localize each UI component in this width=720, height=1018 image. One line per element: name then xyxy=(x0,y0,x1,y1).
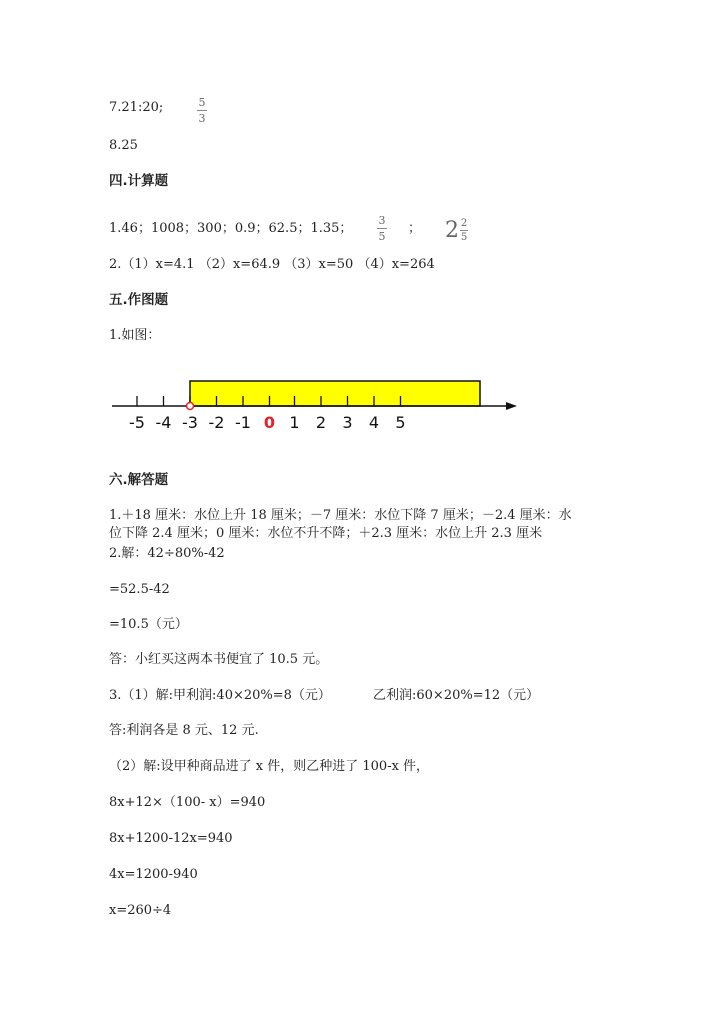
equation-step-1: 8x+12×（100- x）=940 xyxy=(109,795,266,810)
fraction-denominator: 3 xyxy=(198,112,206,125)
fraction-numerator: 3 xyxy=(378,214,386,227)
tick-label: -1 xyxy=(235,413,251,432)
solution-2-line-1: 2.解：42÷80%-42 xyxy=(109,546,225,561)
solution-1-line-2: 位下降 2.4 厘米；0 厘米：水位不升不降；＋2.3 厘米：水位上升 2.3 厘米 xyxy=(109,526,543,541)
tick-label: -4 xyxy=(155,413,172,432)
solution-3-answer: 答:利润各是 8 元、12 元. xyxy=(109,723,259,738)
calc-answer-1: 1.46；1008；300；0.9；62.5；1.35； xyxy=(109,221,353,236)
solution-3-part-1-b: 乙利润:60×20%=12（元） xyxy=(373,688,540,703)
heading-solutions: 六.解答题 xyxy=(109,472,169,488)
tick-label: -3 xyxy=(182,413,198,432)
solution-1-line-1: 1.＋18 厘米：水位上升 18 厘米；－7 厘米：水位下降 7 厘米；－2.4 厘米：水 xyxy=(109,508,572,523)
tick-label: 1 xyxy=(289,413,300,432)
tick-label: -5 xyxy=(129,413,145,432)
number-line-figure xyxy=(0,0,720,450)
fraction-numerator: 5 xyxy=(198,96,206,109)
equation-step-4: x=260÷4 xyxy=(109,903,172,918)
tick-label: 5 xyxy=(395,413,406,432)
tick-label: 0 xyxy=(263,413,276,432)
solution-2-answer: 答：小红买这两本书便宜了 10.5 元。 xyxy=(109,652,329,667)
equation-step-2: 8x+1200-12x=940 xyxy=(109,831,233,846)
heading-calculation: 四.计算题 xyxy=(109,173,169,189)
fraction-denominator: 5 xyxy=(460,232,468,243)
solution-2-line-3: =10.5（元） xyxy=(109,617,188,632)
mixed-whole: 2 xyxy=(445,217,459,243)
calc-answer-2: 2.（1）x=4.1 （2）x=64.9 （3）x=50 （4）x=264 xyxy=(109,257,435,272)
drawing-answer-1: 1.如图： xyxy=(109,328,161,343)
solution-3-part-2: （2）解:设甲种商品进了 x 件，则乙种进了 100-x 件， xyxy=(109,759,430,774)
tick-label: 2 xyxy=(315,413,327,432)
tick-label: -2 xyxy=(208,413,225,432)
calc-separator: ； xyxy=(408,221,422,236)
highlight-rectangle xyxy=(190,381,480,406)
solution-2-line-2: =52.5-42 xyxy=(109,582,170,597)
fraction-denominator: 5 xyxy=(378,230,386,243)
tick-label: 4 xyxy=(368,413,380,432)
tick-label: 3 xyxy=(342,413,353,432)
start-point-marker xyxy=(187,403,194,410)
answer-7: 7.21:20; xyxy=(109,100,164,115)
fraction-numerator: 2 xyxy=(460,218,468,229)
equation-step-3: 4x=1200-940 xyxy=(109,867,198,882)
heading-drawing: 五.作图题 xyxy=(109,292,169,308)
arrow-head-icon xyxy=(506,402,517,410)
answer-8: 8.25 xyxy=(109,138,138,153)
solution-3-part-1: 3.（1）解:甲利润:40×20%=8（元） xyxy=(109,688,331,703)
